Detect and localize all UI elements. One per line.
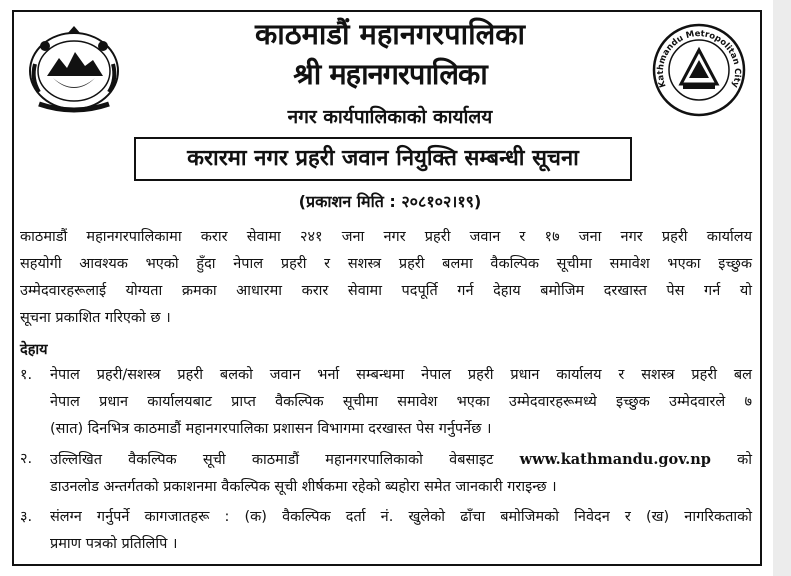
list-item [20, 362, 752, 443]
kmc-seal-icon [651, 22, 747, 118]
website-link[interactable]: www.kathmandu.gov.np [519, 451, 711, 468]
item-line: प्रमाण पत्रको प्रतिलिपि । [50, 536, 178, 552]
list-item [20, 446, 752, 501]
item-line: (सात) दिनभित्र काठमाडौं महानगरपालिका प्रशासन विभागमा दरखास्त पेस गर्नुपर्नेछ । [50, 421, 492, 437]
item-line: डाउनलोड अन्तर्गतको प्रकाशनमा वैकल्पिक सूची शीर्षकमा रहेको ब्यहोरा समेत जानकारी गराइन्छ । [50, 479, 557, 495]
intro-line: उम्मेदवारहरूलाई योग्यता क्रमका आधारमा करार सेवामा पदपूर्ति गर्न देहाय बमोजिम दरखास्त पेस गर्न यो [20, 283, 752, 299]
intro-paragraph [20, 224, 752, 332]
office-subtitle: नगर कार्यपालिकाको कार्यालय [287, 106, 493, 128]
seal-text: Kathmandu Metropolitan City [655, 29, 743, 89]
item-line: नेपाल प्रधान कार्यालयबाट प्राप्त वैकल्पिक सूचीमा समावेश भएका उम्मेदवारहरूमध्ये इच्छुक उम्मेदवारले ७ [50, 394, 752, 410]
intro-line: सहयोगी आवश्यक भएको हुँदा नेपाल प्रहरी र सशस्त्र प्रहरी बलमा वैकल्पिक सूचीमा समावेश भएका इच्छुक [20, 256, 752, 272]
office-name: काठमाडौं महानगरपालिका [254, 17, 526, 51]
item-number: २. [20, 451, 33, 467]
intro-line: काठमाडौं महानगरपालिकामा करार सेवामा २४१ जना नगर प्रहरी जवान र १७ जना नगर प्रहरी कार्यालय [20, 229, 752, 245]
nepal-emblem-icon [25, 24, 123, 114]
item-line [50, 446, 752, 474]
list-item [20, 504, 752, 558]
dehaya-label: देहाय [20, 342, 48, 358]
item-number: ३. [20, 509, 33, 525]
office-name-stylized: श्री महानगरपालिका [293, 57, 487, 91]
item-line: संलग्न गर्नुपर्ने कागजातहरू : (क) वैकल्पिक दर्ता नं. खुलेको ढाँचा बमोजिमको निवेदन र (ख) नागरिकताको [50, 509, 752, 525]
notice-title-box [134, 137, 632, 181]
notice-title: करारमा नगर प्रहरी जवान नियुक्ति सम्बन्धी सूचना [187, 146, 579, 171]
item-line: नेपाल प्रहरी/सशस्त्र प्रहरी बलको जवान भर्ना सम्बन्धमा नेपाल प्रहरी प्रधान कार्यालय र सशस्त्र प्रहरी बल [50, 367, 752, 383]
item-text: को [737, 452, 753, 468]
item-number: १. [20, 367, 33, 383]
item-text: उल्लिखित वैकल्पिक सूची काठमाडौं महानगरपालिकाको वेबसाइट [50, 452, 494, 468]
intro-line: सूचना प्रकाशित गरिएको छ । [20, 310, 171, 326]
publication-date: (प्रकाशन मिति : २०८१०२।१९) [298, 192, 482, 211]
